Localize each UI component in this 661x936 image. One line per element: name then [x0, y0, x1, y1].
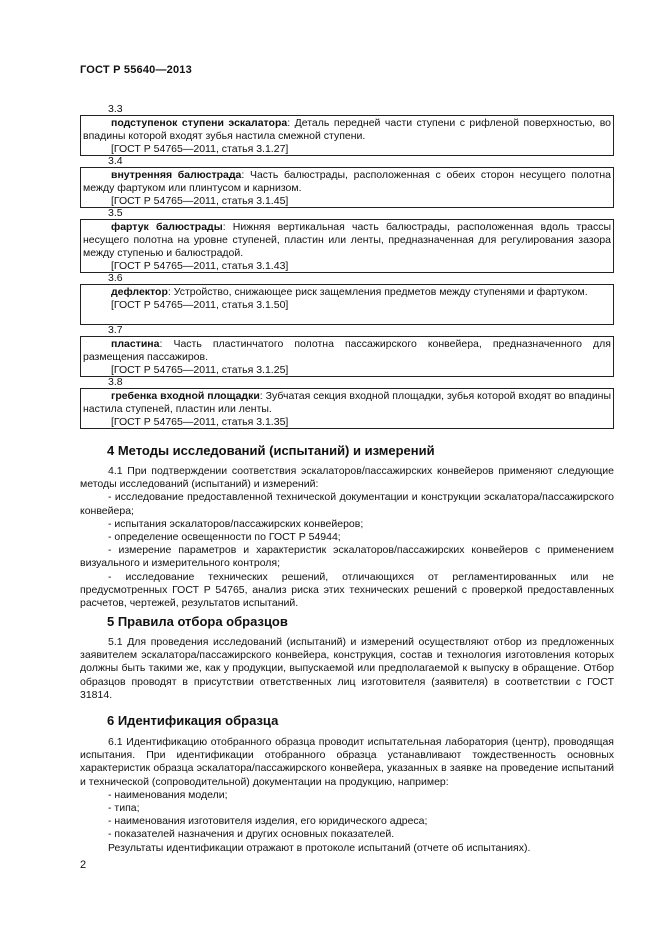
term-entry-3-4: [80, 167, 614, 208]
page-number: 2: [80, 859, 87, 871]
section-6-body: [80, 736, 614, 855]
term-entry-3-6: [80, 284, 614, 325]
section-6-closing: Результаты идентификации отражают в протоколе испытаний (отчете об испытаниях).: [108, 841, 531, 854]
list-item: - исследование предоставленной технической документации и конструкции эскалатора/пассажирского конвейера;: [80, 491, 614, 517]
list-item: - наименования модели;: [108, 788, 228, 801]
list-item: - измерение параметров и характеристик эскалаторов/пассажирских конвейеров с применением визуального и измерительного контроля;: [80, 544, 614, 570]
term-entry-3-7: [80, 336, 614, 377]
list-item: - определение освещенности по ГОСТ Р 54944;: [108, 531, 341, 544]
term-number: 3.7: [108, 324, 123, 336]
term-entry-3-5: [80, 219, 614, 273]
term-definition: : Часть пластинчатого полотна пассажирского конвейера, предназначенного для размещения пассажиров.: [83, 338, 611, 363]
term-definition: : Нижняя вертикальная часть балюстрады, расположенная вдоль трассы несущего полотна на уровне ступеней, пластин или ленты, предназначенная для регулирования зазора между ступенью и балюстрадой.: [83, 221, 611, 259]
term-number: 3.6: [108, 272, 123, 284]
list-item: - испытания эскалаторов/пассажирских конвейеров;: [108, 517, 364, 530]
term-number: 3.3: [108, 103, 123, 115]
section-4-intro: 4.1 При подтверждении соответствия эскалаторов/пассажирских конвейеров применяют следующие методы исследований (испытаний) и измерений:: [80, 465, 614, 491]
term-name: дефлектор: [111, 286, 168, 298]
list-item: - исследование технических решений, отличающихся от регламентированных или не предусмотренных ГОСТ Р 54765, анализ риска этих технических решений с проверкой предоставленных расчетов, чертежей, результатов испытаний.: [80, 570, 614, 610]
term-entry-3-8: [80, 388, 614, 429]
term-definition: : Деталь передней части ступени с рифленой поверхностью, во впадины которой входят зубья настила смежной ступени.: [83, 117, 611, 142]
list-item: - показателей назначения и других основных показателей.: [108, 828, 395, 841]
term-source: [ГОСТ Р 54765—2011, статья 3.1.50]: [111, 299, 289, 311]
term-number: 3.8: [108, 376, 123, 388]
term-source: [ГОСТ Р 54765—2011, статья 3.1.25]: [111, 364, 289, 376]
term-name: подступенок ступени эскалатора: [111, 117, 288, 129]
term-source: [ГОСТ Р 54765—2011, статья 3.1.45]: [111, 195, 289, 207]
term-source: [ГОСТ Р 54765—2011, статья 3.1.35]: [111, 416, 289, 428]
section-4-body: [80, 465, 614, 610]
term-number: 3.5: [108, 207, 123, 219]
term-source: [ГОСТ Р 54765—2011, статья 3.1.27]: [111, 143, 289, 155]
term-name: фартук балюстрады: [111, 221, 223, 233]
term-name: пластина: [111, 338, 160, 350]
term-definition: : Часть балюстрады, расположенная с обеих сторон несущего полотна между фартуком или плинтусом и карнизом.: [83, 169, 611, 194]
list-item: - типа;: [108, 802, 140, 815]
term-entry-3-3: [80, 115, 614, 156]
term-number: 3.4: [108, 155, 123, 167]
term-source: [ГОСТ Р 54765—2011, статья 3.1.43]: [111, 260, 289, 272]
section-4-heading: 4 Методы исследований (испытаний) и измерений: [107, 443, 435, 458]
list-item: - наименования изготовителя изделия, его юридического адреса;: [108, 815, 428, 828]
section-5-body: [80, 636, 614, 702]
section-6-heading: 6 Идентификация образца: [107, 713, 279, 728]
section-5-text: 5.1 Для проведения исследований (испытаний) и измерений осуществляют отбор из предложенных заявителем эскалатора/пассажирского конвейера, конструкция, состав и технология изготовления которых должны быть такими же, как у продукции, выпускаемой или предполагаемой к выпуску в обращение. Отбор образцов проводят в присутствии ответственных лиц изготовителя (заявителя) в соответствии с ГОСТ 31814.: [80, 636, 614, 701]
section-5-heading: 5 Правила отбора образцов: [107, 614, 288, 629]
document-header: ГОСТ Р 55640—2013: [80, 64, 192, 76]
term-name: внутренняя балюстрада: [111, 169, 242, 181]
term-name: гребенка входной площадки: [111, 390, 260, 402]
section-6-text: 6.1 Идентификацию отобранного образца проводит испытательная лаборатория (центр), проводящая испытания. При идентификации отобранного образца устанавливают тождественность основных характеристик образца эскалатора/пассажирского конвейера, указанных в заявке на проведение испытаний и технической (сопроводительной) документации на продукцию, например:: [80, 736, 614, 788]
term-definition: : Зубчатая секция входной площадки, зубья которой входят во впадины настила ступеней, пластин или ленты.: [83, 390, 611, 415]
term-definition: : Устройство, снижающее риск защемления предметов между ступенями и фартуком.: [167, 286, 588, 298]
